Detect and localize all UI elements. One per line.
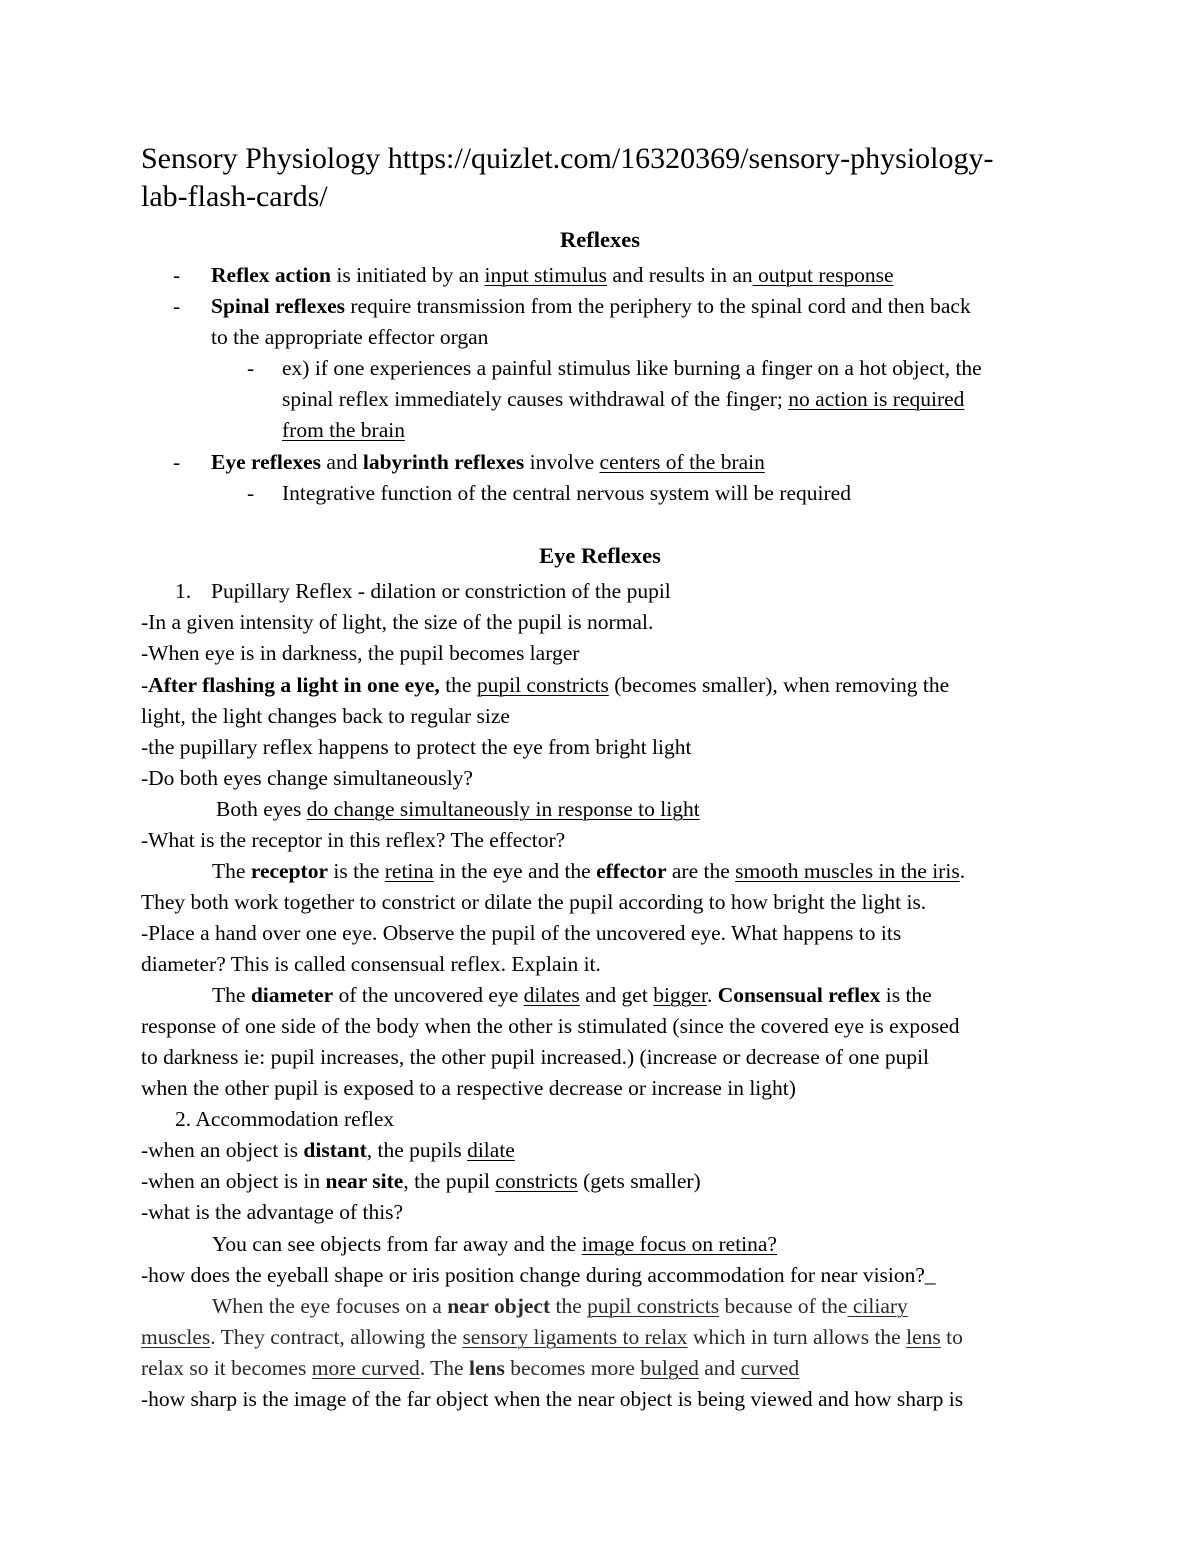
bold-term: lens <box>468 1356 505 1380</box>
integrative-note: Integrative function of the central nervous system will be required <box>282 481 851 505</box>
underlined-term: dilates <box>523 983 580 1007</box>
text: The <box>212 859 251 883</box>
underlined-term: input stimulus <box>484 263 607 287</box>
text: which in turn allows the <box>687 1325 907 1349</box>
text-line: -In a given intensity of light, the size of the pupil is normal. <box>141 610 654 634</box>
reflex-action-item <box>211 260 894 291</box>
text-line: response of one side of the body when the other is stimulated (since the covered eye is exposed <box>141 1014 960 1038</box>
bold-term: distant <box>303 1138 367 1162</box>
text: . <box>706 983 718 1007</box>
bold-term: After flashing a light in one eye, <box>148 673 440 697</box>
bold-term: receptor <box>250 859 329 883</box>
text: . They contract, allowing the <box>210 1325 463 1349</box>
underlined-term: dilate <box>467 1138 515 1162</box>
text: require transmission from the periphery to the spinal cord and then back <box>344 294 971 318</box>
text: (becomes smaller), when removing the <box>608 673 950 697</box>
spinal-reflex-item <box>211 291 971 322</box>
underlined-term: constricts <box>495 1169 578 1193</box>
bold-term: diameter <box>250 983 334 1007</box>
title-line-2: lab-flash-cards/ <box>141 180 328 213</box>
text: . <box>959 859 966 883</box>
text: - <box>141 673 149 697</box>
underlined-term: output response <box>752 263 894 287</box>
text: spinal reflex immediately causes withdrawal of the finger; <box>282 387 789 411</box>
bullet-dash: - <box>173 450 181 474</box>
text-line <box>141 1322 963 1353</box>
text-line: -Place a hand over one eye. Observe the pupil of the uncovered eye. What happens to its <box>141 921 902 945</box>
text-line <box>141 1353 799 1384</box>
text-line: -When eye is in darkness, the pupil becomes larger <box>141 641 580 665</box>
text: becomes more <box>504 1356 641 1380</box>
bold-term: Reflex action <box>211 263 332 287</box>
underlined-term: bigger <box>653 983 707 1007</box>
text: -when an object is in <box>141 1169 326 1193</box>
underlined-term: lens <box>906 1325 941 1349</box>
text-line: -Do both eyes change simultaneously? <box>141 766 473 790</box>
text: -when an object is <box>141 1138 304 1162</box>
bold-term: near site <box>325 1169 404 1193</box>
spinal-reflex-line-2: to the appropriate effector organ <box>211 325 489 349</box>
text: and get <box>579 983 654 1007</box>
text-line <box>141 670 949 701</box>
text-line: They both work together to constrict or dilate the pupil according to how bright the light is. <box>141 890 927 914</box>
text-line <box>141 1135 515 1166</box>
underlined-term: sensory ligaments to relax <box>462 1325 688 1349</box>
text: is initiated by an <box>331 263 485 287</box>
eye-labyrinth-item <box>211 447 765 478</box>
text-line <box>141 1166 701 1197</box>
text-line <box>212 980 932 1011</box>
sub-bullet-dash: - <box>247 356 255 380</box>
underlined-term: muscles <box>141 1325 211 1349</box>
text: of the uncovered eye <box>333 983 524 1007</box>
text-line: -What is the receptor in this reflex? The effector? <box>141 828 566 852</box>
underlined-term: no action is required <box>788 387 965 411</box>
text: and <box>321 450 363 474</box>
text: is the <box>880 983 932 1007</box>
text: in the eye and the <box>433 859 597 883</box>
text: is the <box>328 859 385 883</box>
text: and <box>698 1356 741 1380</box>
spinal-example-line-2 <box>282 384 964 415</box>
underlined-term: retina <box>384 859 434 883</box>
underlined-term: from the brain <box>282 418 405 442</box>
accommodation-reflex-title: 2. Accommodation reflex <box>175 1107 395 1131</box>
bold-term: Spinal reflexes <box>211 294 345 318</box>
text: , the pupils <box>366 1138 468 1162</box>
text: and results in an <box>606 263 753 287</box>
bold-term: labyrinth reflexes <box>362 450 525 474</box>
underlined-term: centers of the brain <box>599 450 765 474</box>
reflexes-heading: Reflexes <box>560 227 640 252</box>
text: the <box>550 1294 588 1318</box>
bullet-dash: - <box>173 263 181 287</box>
underlined-term: pupil constricts <box>476 673 609 697</box>
text-line: -the pupillary reflex happens to protect the eye from bright light <box>141 735 692 759</box>
text-line: -what is the advantage of this? <box>141 1200 404 1224</box>
title-line-1: Sensory Physiology https://quizlet.com/16320369/sensory-physiology- <box>141 142 994 175</box>
text: Both eyes <box>216 797 307 821</box>
text: relax so it becomes <box>141 1356 312 1380</box>
bold-term: effector <box>596 859 667 883</box>
text: The <box>212 983 251 1007</box>
underlined-term: bulged <box>640 1356 699 1380</box>
text: . The <box>419 1356 469 1380</box>
text: the <box>439 673 477 697</box>
underlined-term: smooth muscles in the iris <box>735 859 960 883</box>
spinal-example-line-3 <box>282 415 405 446</box>
sub-bullet-dash: - <box>247 481 255 505</box>
eye-reflexes-heading: Eye Reflexes <box>539 543 661 568</box>
bold-term: near object <box>447 1294 551 1318</box>
underlined-term: curved <box>740 1356 800 1380</box>
bold-term: Consensual reflex <box>717 983 881 1007</box>
text-line: diameter? This is called consensual reflex. Explain it. <box>141 952 601 976</box>
text-line <box>212 1229 777 1260</box>
text-line <box>212 1291 908 1322</box>
text-line: light, the light changes back to regular size <box>141 704 510 728</box>
underlined-term: do change simultaneously in response to light <box>306 797 700 821</box>
underlined-term: more curved <box>311 1356 420 1380</box>
page-title <box>141 140 1061 216</box>
bold-term: Eye reflexes <box>211 450 322 474</box>
text-line: -how does the eyeball shape or iris position change during accommodation for near vision?_ <box>141 1263 936 1287</box>
underlined-term: ciliary <box>847 1294 908 1318</box>
text: You can see objects from far away and the <box>212 1232 582 1256</box>
text: (gets smaller) <box>577 1169 701 1193</box>
text: are the <box>666 859 736 883</box>
text: , the pupil <box>403 1169 496 1193</box>
text: When the eye focuses on a <box>212 1294 448 1318</box>
text-line <box>212 856 965 887</box>
spinal-example-line-1: ex) if one experiences a painful stimulus like burning a finger on a hot object, the <box>282 356 982 380</box>
text-line <box>216 794 700 825</box>
underlined-term: image focus on retina? <box>581 1232 777 1256</box>
underlined-term: pupil constricts <box>587 1294 720 1318</box>
bullet-dash: - <box>173 294 181 318</box>
text-line: -how sharp is the image of the far object when the near object is being viewed and how sharp is <box>141 1387 964 1411</box>
text-line: to darkness ie: pupil increases, the other pupil increased.) (increase or decrease of one pupil <box>141 1045 930 1069</box>
text-line: when the other pupil is exposed to a respective decrease or increase in light) <box>141 1076 796 1100</box>
pupillary-reflex-title: Pupillary Reflex - dilation or constriction of the pupil <box>211 579 671 603</box>
text: involve <box>524 450 600 474</box>
list-number: 1. <box>175 579 192 603</box>
text: to <box>940 1325 963 1349</box>
text: because of the <box>719 1294 848 1318</box>
